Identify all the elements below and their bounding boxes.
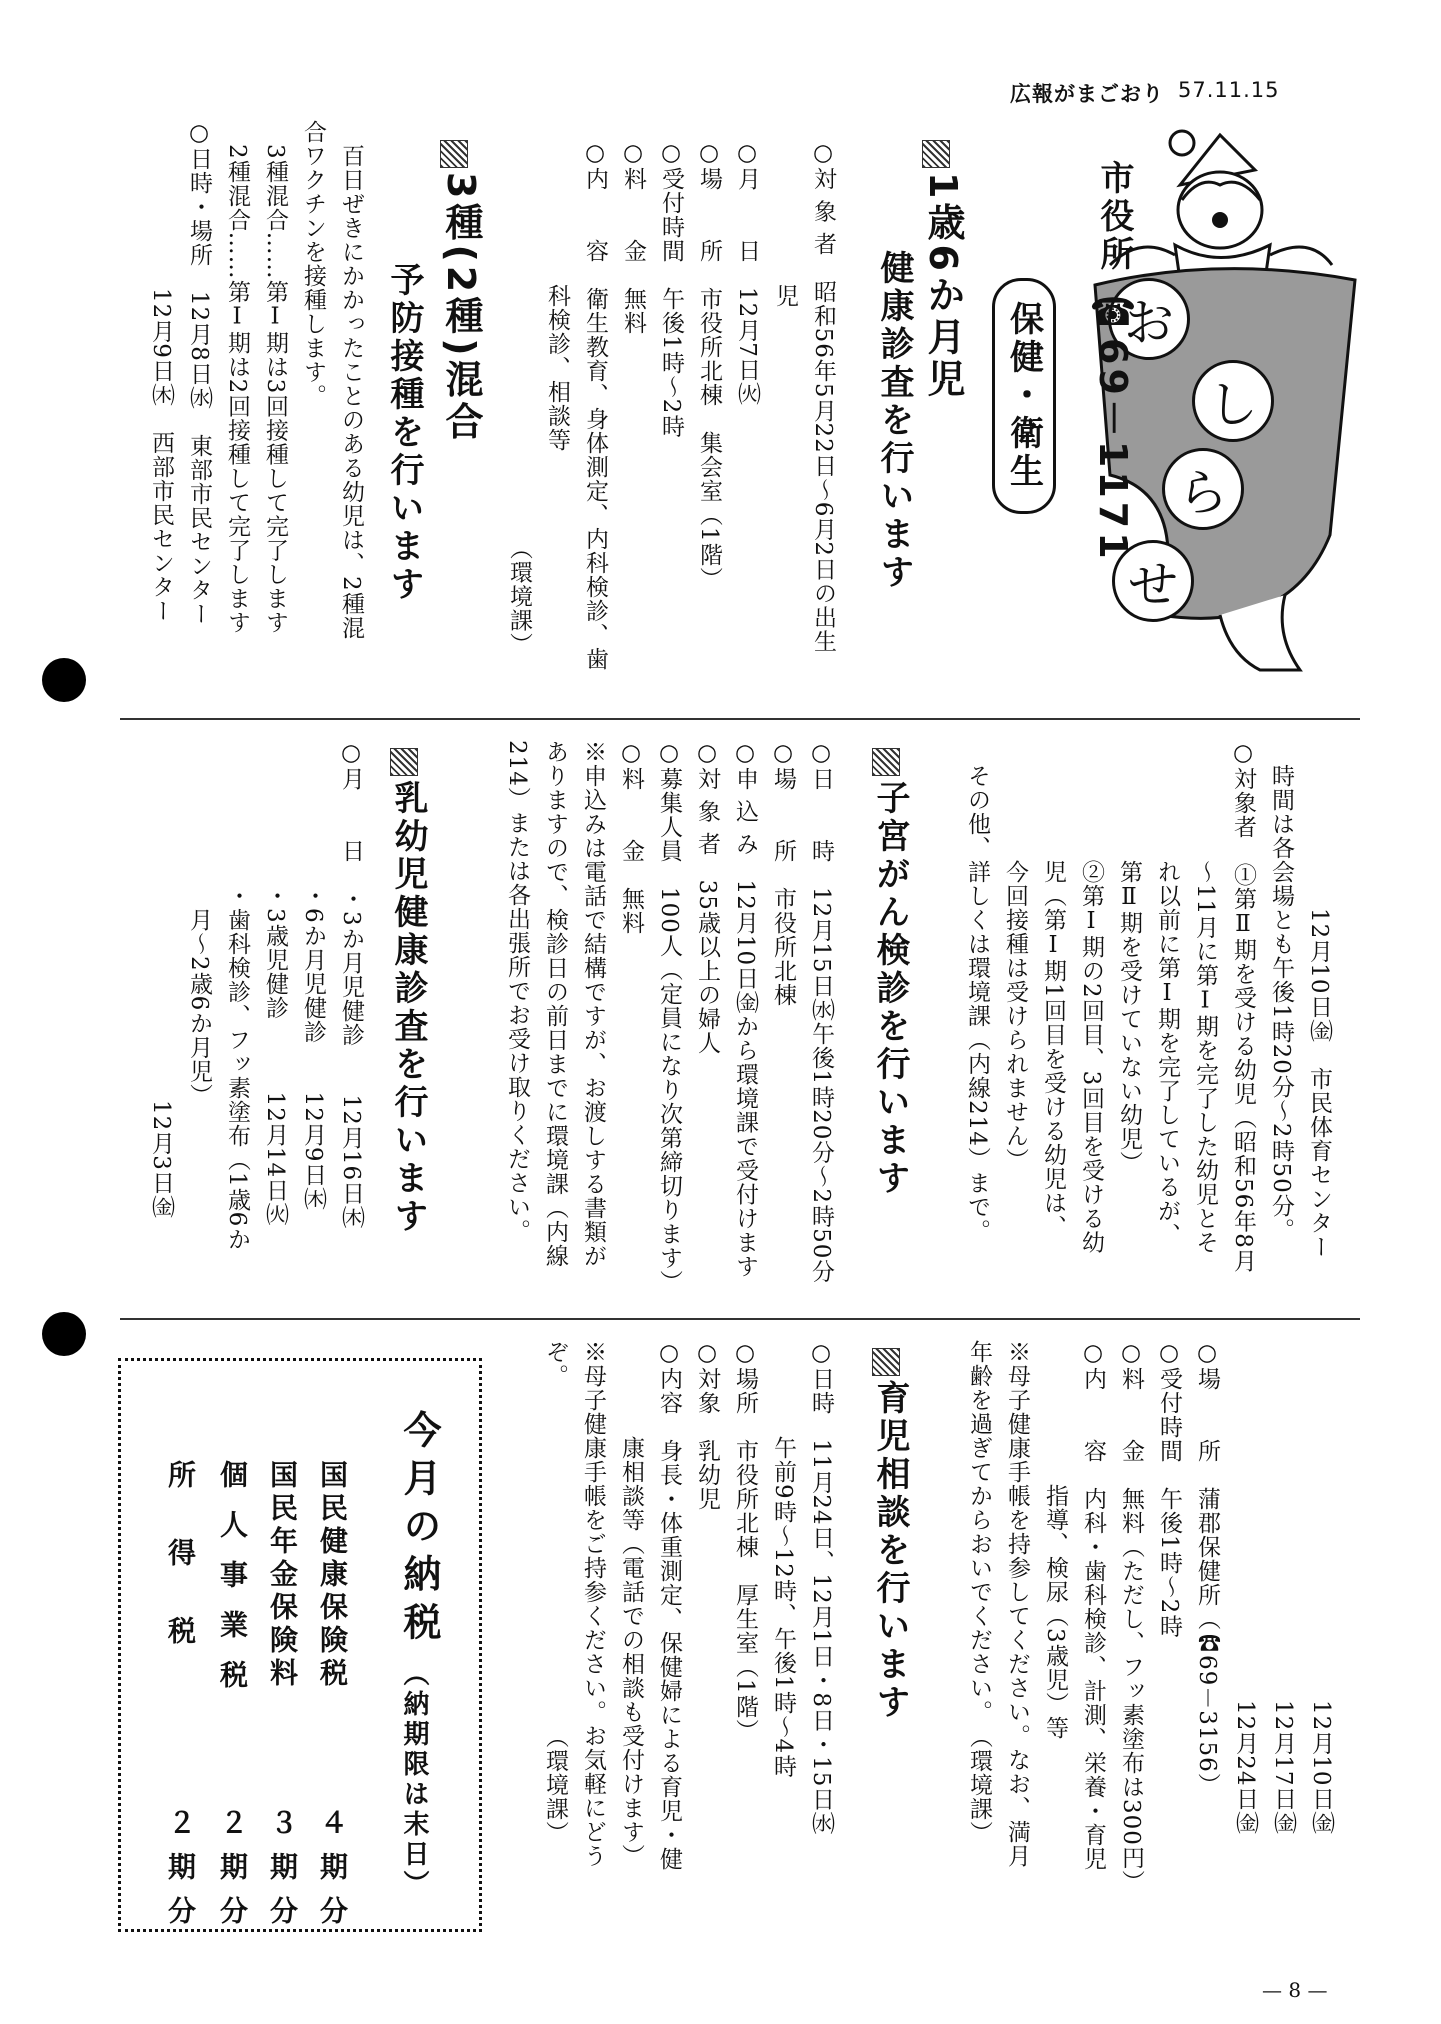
sec2-line: ○日時・場所 12月8日㈬ 東部市民センター xyxy=(186,120,212,626)
sec4-body xyxy=(150,740,370,1300)
sec5-line: ○対象 乳幼児 xyxy=(694,1340,720,1511)
sec5-line: ○場所 市役所北棟 厚生室（1階） xyxy=(732,1340,758,1743)
sec4-cont-line: ○受付時間 午後1時～2時 xyxy=(1156,1340,1182,1639)
sec1-body xyxy=(506,140,842,710)
sec2-cont-line: その他、詳しくは環境課（内線214）まで。 xyxy=(964,740,990,1243)
category-badge: 保健・衛生 xyxy=(992,278,1056,514)
tax-note: （納期限は末日） xyxy=(399,1660,429,1900)
sec3-line: ○日 時 12月15日㈬午後1時20分～2時50分 xyxy=(808,740,834,1284)
sec2-line: 合ワクチンを接種します。 xyxy=(300,120,326,408)
tax-item-name: 国民年金保険料 xyxy=(266,1460,299,1691)
sec2-continued xyxy=(948,740,1338,1300)
sec1-line: ○受付時間 午後1時～2時 xyxy=(658,140,684,439)
city-hall-phone: ☎69－1171 xyxy=(1091,290,1135,563)
sec2-subtitle: 予防接種を行います xyxy=(384,262,424,604)
sec2-cont-line: れ以前に第Ⅰ期を完了しているが、 xyxy=(1154,740,1180,1247)
shirase-char-3: ら xyxy=(1162,448,1244,530)
page-number: — 8 — xyxy=(1262,1978,1328,2002)
section-marker xyxy=(872,748,900,776)
sec4-continued xyxy=(920,1340,1340,1900)
section-marker xyxy=(440,140,468,168)
sec4-cont-line: 12月24日㈮ xyxy=(1232,1340,1258,1835)
sec1-line: ○料 金 無料 xyxy=(620,140,646,335)
sec4-line: ○月 日 ・3か月児健診 12月16日㈭ xyxy=(338,740,364,1230)
tax-item-name: 国民健康保険税 xyxy=(316,1460,349,1691)
sec2-line: 3種混合……第Ⅰ期は3回接種して完了します xyxy=(262,120,288,635)
divider xyxy=(120,718,1360,720)
sec4-cont-line: 12月10日㈮ xyxy=(1308,1340,1334,1835)
shirase-char-1: お xyxy=(1108,278,1190,360)
sec2-cont-line: ○対象者 ①第Ⅱ期を受ける幼児（昭和56年8月 xyxy=(1230,740,1256,1273)
section-marker xyxy=(872,1348,900,1376)
sec2-cont-line: ～11月に第Ⅰ期を完了した幼児とそ xyxy=(1192,740,1218,1255)
sec1-line: （環境課） xyxy=(506,140,532,657)
sec3-line: ○料 金 無料 xyxy=(618,740,644,935)
section-marker xyxy=(390,748,418,776)
sec5-body xyxy=(520,1340,840,1900)
sec4-cont-line: ※母子健康手帳を持参してください。なお、満月 xyxy=(1004,1340,1030,1868)
publication-date: 57.11.15 xyxy=(1178,78,1280,102)
sec5-line: 康相談等（電話での相談も受付けます） xyxy=(618,1340,644,1868)
sec3-line: ※申込みは電話で結構ですが、お渡しする書類が xyxy=(580,740,606,1268)
sec2-cont-line: ②第Ⅰ期の2回目、3回目を受ける幼 xyxy=(1078,740,1104,1255)
sec1-line: ○場 所 市役所北棟 集会室（1階） xyxy=(696,140,722,591)
shirase-char-2: し xyxy=(1192,360,1274,442)
sec4-cont-line: 12月17日㈮ xyxy=(1270,1340,1296,1835)
sec2-cont-line: 今回接種は受けられません） xyxy=(1002,740,1028,1172)
sec3-line: ○場 所 市役所北棟 xyxy=(770,740,796,1007)
sec4-cont-line: ○内 容 内科・歯科検診、計測、栄養・育児 xyxy=(1080,1340,1106,1871)
city-hall-label: 市役所 xyxy=(1094,160,1134,274)
sec3-body xyxy=(470,740,840,1300)
tax-item-period: ２期分 xyxy=(216,1808,249,1940)
sec4-title: 乳幼児健康診査を行います xyxy=(388,780,428,1236)
tax-item-period: ２期分 xyxy=(164,1808,197,1940)
sec4-line: ・3歳児健診 12月14日㈫ xyxy=(262,740,288,1227)
sec4-line: 12月3日㈮ xyxy=(148,740,174,1219)
sec2-line: 2種混合……第Ⅰ期は2回接種して完了します xyxy=(224,120,250,635)
sec1-line: ○月 日 12月7日㈫ xyxy=(734,140,760,406)
sec5-title: 育児相談を行います xyxy=(870,1380,910,1722)
sec4-cont-line: 指導、検尿（3歳児）等 xyxy=(1042,1340,1068,1740)
sec5-line: ○内容 身長・体重測定、保健婦による育児・健 xyxy=(656,1340,682,1871)
divider xyxy=(120,1318,1360,1320)
sec1-line: 児 xyxy=(772,140,798,308)
sec2-body xyxy=(140,120,370,700)
shirase-char-4: せ xyxy=(1112,540,1194,622)
sec4-line: ・歯科検診、フッ素塗布（1歳6か xyxy=(224,740,250,1252)
section-marker xyxy=(922,140,950,168)
sec3-title: 子宮がん検診を行います xyxy=(870,780,910,1198)
sec3-line: ○申 込 み 12月10日㈮から環境課で受付けます xyxy=(732,740,758,1279)
sec4-cont-line: ○場 所 蒲郡保健所（☎69－3156） xyxy=(1194,1340,1220,1797)
sec3-line: 214）または各出張所でお受け取りください。 xyxy=(504,740,530,1243)
tax-item-name: 個人事業税 xyxy=(216,1460,249,1710)
sec1-title: 1歳6か月児 xyxy=(921,172,965,401)
sec2-cont-line: 児（第Ⅰ期1回目を受ける幼児は、 xyxy=(1040,740,1066,1239)
sec3-line: ○募集人員 100人（定員になり次第締切ります） xyxy=(656,740,682,1294)
sec4-line: 月～2歳6か月児） xyxy=(186,740,212,1108)
sec2-cont-line: 第Ⅱ期を受けていない幼児） xyxy=(1116,740,1142,1175)
tax-item-period: ３期分 xyxy=(266,1808,299,1940)
sec4-line: ・6か月児健診 12月9日㈭ xyxy=(300,740,326,1211)
sec2-line: 12月9日㈭ 西部市民センター xyxy=(148,120,174,623)
sec1-line: ○対 象 者 昭和56年5月22日～6月2日の出生 xyxy=(810,140,836,654)
sec1-line: 科検診、相談等 xyxy=(544,140,570,452)
sec5-line: ぞ。 （環境課） xyxy=(542,1340,568,1845)
tax-item-name: 所得税 xyxy=(164,1460,197,1694)
sec1-subtitle: 健康診査を行います xyxy=(874,250,914,592)
sec2-line: 百日ぜきにかかったことのある幼児は、2種混 xyxy=(338,120,364,640)
tax-title: 今月の納税 xyxy=(397,1410,441,1650)
binder-hole xyxy=(42,658,86,702)
sec4-cont-line: ○料 金 無料（ただし、フッ素塗布は300円） xyxy=(1118,1340,1144,1894)
sec1-line: ○内 容 衛生教育、身体測定、内科検診、歯 xyxy=(582,140,608,671)
sec5-line: 午前9時～12時、午後1時～4時 xyxy=(770,1340,796,1779)
publication-name: 広報がまごおり xyxy=(1010,82,1164,106)
sec4-cont-line: 年齢を過ぎてからおいでください。 （環境課） xyxy=(966,1340,992,1845)
sec2-cont-line: 時間は各会場とも午後1時20分～2時50分。 xyxy=(1268,740,1294,1242)
sec3-line: ○対 象 者 35歳以上の婦人 xyxy=(694,740,720,1055)
binder-hole xyxy=(42,1312,86,1356)
sec2-title: 3種(2種)混合 xyxy=(439,172,483,444)
sec2-cont-line: 12月10日㈮ 市民体育センター xyxy=(1306,740,1332,1259)
sec3-line: ありますので、検診日の前日までに環境課（内線 xyxy=(542,740,568,1268)
sec5-line: ○日時 11月24日、12月1日・8日・15日㈬ xyxy=(808,1340,834,1836)
tax-item-period: ４期分 xyxy=(316,1808,349,1940)
sec5-line: ※母子健康手帳をご持参ください。お気軽にどう xyxy=(580,1340,606,1868)
